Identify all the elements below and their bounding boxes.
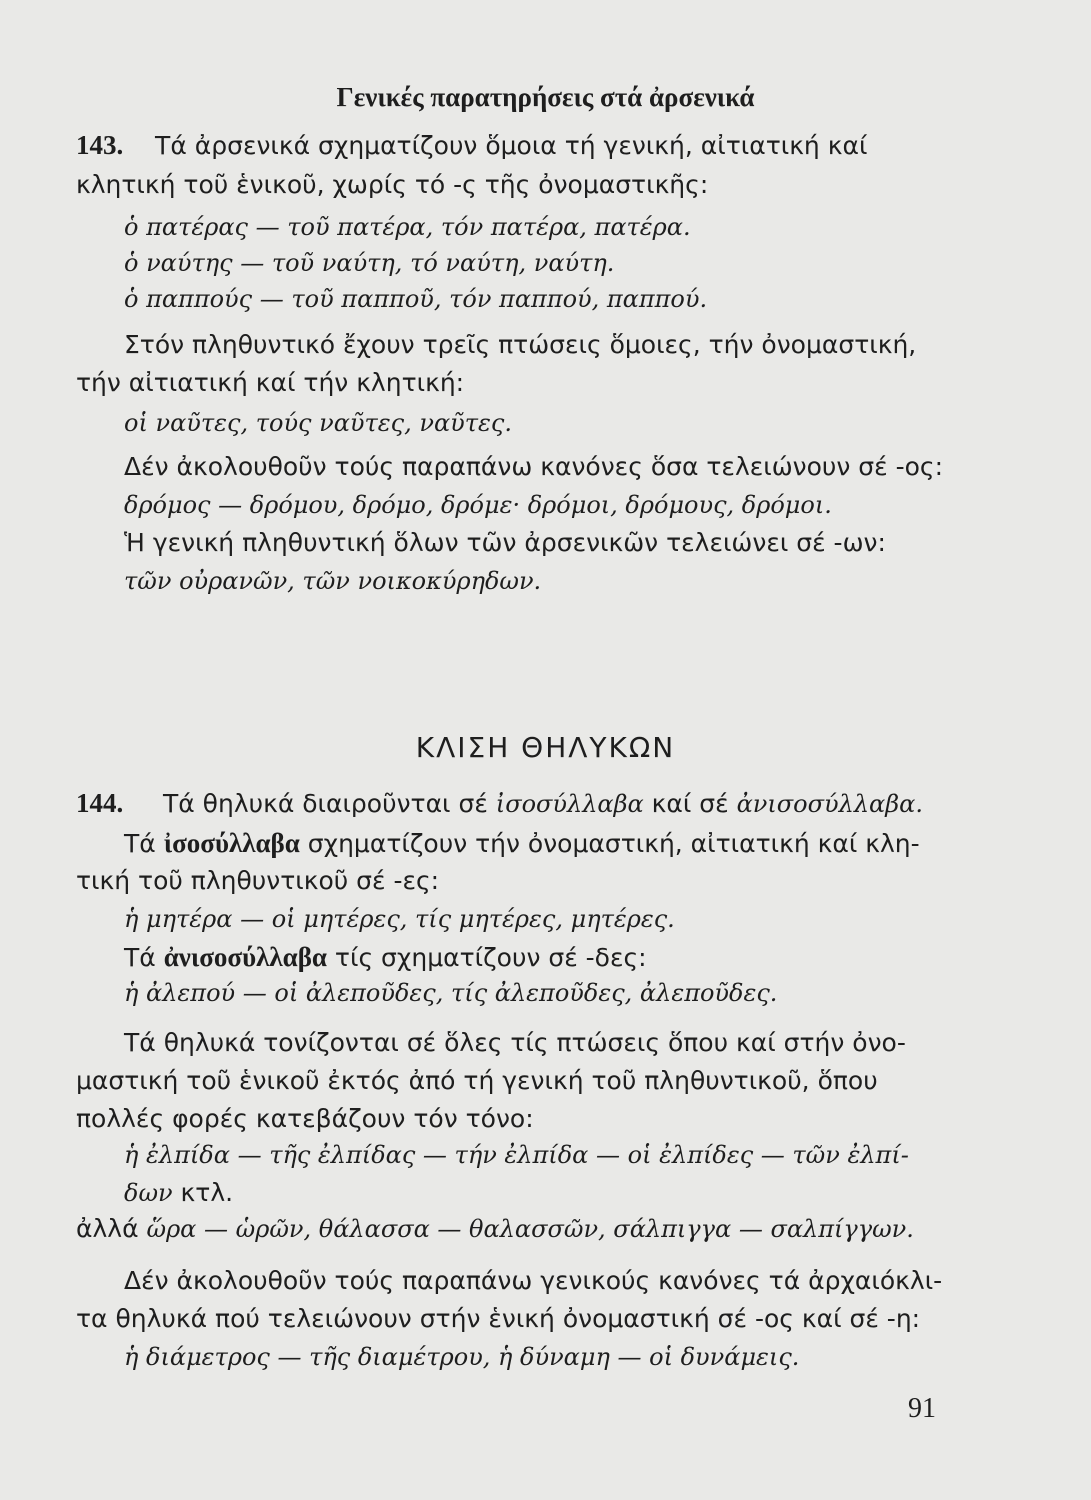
section-title: ΚΛΙΣΗ ΘΗΛΥΚΩΝ bbox=[415, 731, 676, 764]
example-line-continuation bbox=[124, 1176, 233, 1210]
archaic-rule-line-1: Δέν ἀκολουθοῦν τούς παραπάνω γενικούς κανόνες τά ἀρχαιόκλι- bbox=[124, 1266, 943, 1295]
text: σχηματίζουν τήν ὀνομαστική, αἰτιατική καί κλη- bbox=[299, 829, 920, 858]
italic-ending: δων bbox=[124, 1179, 173, 1207]
example-line: ἡ διάμετρος — τῆς διαμέτρου, ἡ δύναμη — οἱ δυνάμεις. bbox=[124, 1343, 800, 1371]
archaic-rule-line-2: τα θηλυκά πού τελειώνουν στήν ἑνική ὀνομαστική σέ -ος καί σέ -η: bbox=[76, 1304, 921, 1333]
paragraph-144-line-1 bbox=[76, 786, 923, 821]
example-line bbox=[76, 1212, 914, 1246]
example-line: οἱ ναῦτες, τούς ναῦτες, ναῦτες. bbox=[124, 409, 512, 437]
example-line: τῶν οὐρανῶν, τῶν νοικοκύρηδων. bbox=[124, 567, 542, 595]
isosyllabic-rule-line-1 bbox=[124, 826, 920, 861]
bold-term: ἀνισοσύλλαβα bbox=[163, 942, 327, 972]
text: ἀλλά bbox=[76, 1214, 147, 1243]
example-line: ὁ ναύτης — τοῦ ναύτη, τό ναύτη, ναύτη. bbox=[124, 249, 615, 277]
text: τίς σχηματίζουν σέ -δες: bbox=[326, 943, 647, 972]
text: Τά ἀρσενικά σχηματίζουν ὅμοια τή γενική, αἰτιατική καί bbox=[155, 131, 868, 160]
isosyllabic-rule-line-2: τική τοῦ πληθυντικοῦ σέ -ες: bbox=[76, 866, 440, 895]
exception-rule-line: Δέν ἀκολουθοῦν τούς παραπάνω κανόνες ὅσα τελειώνουν σέ -ος: bbox=[124, 452, 944, 481]
italic-term: ἰσοσύλλαβα bbox=[495, 790, 644, 818]
paragraph-number: 144. bbox=[76, 788, 124, 818]
example-line: ὁ πατέρας — τοῦ πατέρα, τόν πατέρα, πατέρα. bbox=[124, 213, 691, 241]
text: Τά θηλυκά διαιροῦνται σέ bbox=[162, 789, 496, 818]
paragraph-number: 143. bbox=[76, 130, 124, 160]
text: κτλ. bbox=[172, 1178, 234, 1207]
subsection-heading: Γενικές παρατηρήσεις στά ἀρσενικά bbox=[336, 82, 755, 112]
paragraph-143-line-2: κλητική τοῦ ἑνικοῦ, χωρίς τό -ς τῆς ὀνομαστικῆς: bbox=[76, 170, 709, 199]
anisosyllabic-rule-line bbox=[124, 940, 647, 975]
accent-rule-line-2: μαστική τοῦ ἑνικοῦ ἐκτός ἀπό τή γενική τοῦ πληθυντικοῦ, ὅπου bbox=[76, 1066, 878, 1095]
example-line: δρόμος — δρόμου, δρόμο, δρόμε· δρόμοι, δρόμους, δρόμοι. bbox=[124, 491, 832, 519]
italic-examples: ὥρα — ὡρῶν, θάλασσα — θαλασσῶν, σάλπιγγα — σαλπίγγων. bbox=[146, 1215, 914, 1243]
text: καί σέ bbox=[643, 789, 737, 818]
accent-rule-line-3: πολλές φορές κατεβάζουν τόν τόνο: bbox=[76, 1104, 534, 1133]
text: Τά bbox=[124, 943, 164, 972]
bold-term: ἰσοσύλλαβα bbox=[163, 828, 300, 858]
page-number: 91 bbox=[908, 1393, 936, 1424]
plural-rule-line-2: τήν αἰτιατική καί τήν κλητική: bbox=[76, 368, 465, 397]
example-line: ἡ ἐλπίδα — τῆς ἐλπίδας — τήν ἐλπίδα — οἱ ἐλπίδες — τῶν ἐλπί- bbox=[124, 1141, 909, 1169]
example-line: ἡ μητέρα — οἱ μητέρες, τίς μητέρες, μητέρες. bbox=[124, 905, 675, 933]
plural-rule-line-1: Στόν πληθυντικό ἔχουν τρεῖς πτώσεις ὅμοιες, τήν ὀνομαστική, bbox=[124, 330, 917, 359]
example-line: ἡ ἀλεπού — οἱ ἀλεποῦδες, τίς ἀλεποῦδες, ἀλεποῦδες. bbox=[124, 979, 778, 1007]
paragraph-143-line-1 bbox=[76, 128, 867, 163]
italic-term: ἀνισοσύλλαβα. bbox=[736, 790, 923, 818]
text: Τά bbox=[124, 829, 164, 858]
genitive-rule-line: Ἡ γενική πληθυντική ὅλων τῶν ἀρσενικῶν τελειώνει σέ -ων: bbox=[124, 528, 886, 557]
accent-rule-line-1: Τά θηλυκά τονίζονται σέ ὅλες τίς πτώσεις ὅπου καί στήν ὀνο- bbox=[124, 1028, 906, 1057]
example-line: ὁ παππούς — τοῦ παπποῦ, τόν παππού, παππού. bbox=[124, 285, 708, 313]
